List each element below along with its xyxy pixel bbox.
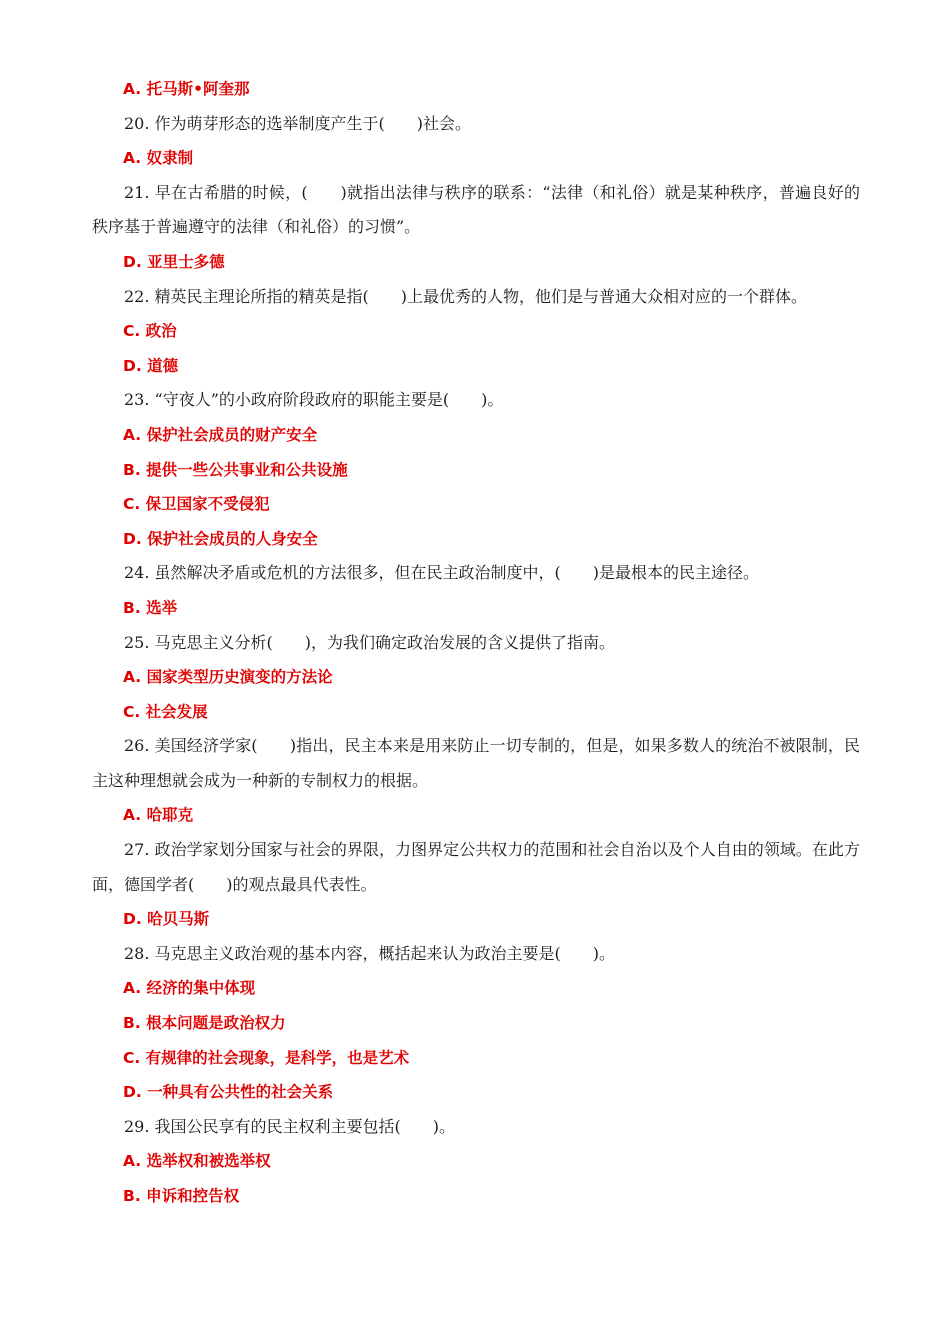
answer-line: A. 哈耶克 [123,806,194,825]
answer-line: D. 一种具有公共性的社会关系 [123,1083,334,1102]
answer-line: C. 保卫国家不受侵犯 [123,495,270,514]
answer-line: B. 提供一些公共事业和公共设施 [123,460,348,479]
answer-line: C. 社会发展 [123,702,208,721]
answer-line: A. 托马斯•阿奎那 [123,80,250,98]
answer-line: C. 政治 [123,322,177,341]
answer-line: A. 选举权和被选举权 [123,1152,271,1171]
question-line: 21. 早在古希腊的时候，( )就指出法律与秩序的联系：“法律（和礼俗）就是某种秩序，普遍良好的秩序基于普遍遵守的法律（和礼俗）的习惯”。 [92,182,860,237]
question-line: 25. 马克思主义分析( )，为我们确定政治发展的含义提供了指南。 [124,632,616,652]
answer-line: D. 哈贝马斯 [123,910,210,929]
question-line: 27. 政治学家划分国家与社会的界限，力图界定公共权力的范围和社会自治以及个人自由的领域。在此方面，德国学者( )的观点最具代表性。 [92,840,860,894]
question-line: 29. 我国公民享有的民主权利主要包括( )。 [124,1116,456,1136]
answer-line: A. 经济的集中体现 [123,979,256,998]
answer-line: A. 国家类型历史演变的方法论 [123,668,333,687]
answer-line: B. 根本问题是政治权力 [123,1014,286,1033]
answer-line: D. 亚里士多德 [123,252,225,271]
answer-line: C. 有规律的社会现象，是科学，也是艺术 [123,1048,410,1067]
answer-line: A. 保护社会成员的财产安全 [123,425,318,444]
answer-line: D. 保护社会成员的人身安全 [123,529,318,548]
question-line: 28. 马克思主义政治观的基本内容，概括起来认为政治主要是( )。 [124,943,616,963]
question-line: 22. 精英民主理论所指的精英是指( )上最优秀的人物，他们是与普通大众相对应的一个群体。 [124,286,808,306]
answer-line: A. 奴隶制 [123,149,194,168]
question-line: 26. 美国经济学家( )指出，民主本来是用来防止一切专制的，但是，如果多数人的统治不被限制，民主这种理想就会成为一种新的专制权力的根据。 [92,736,860,790]
question-line: 23. “守夜人”的小政府阶段政府的职能主要是( )。 [124,390,504,410]
question-line: 20. 作为萌芽形态的选举制度产生于( )社会。 [124,113,472,133]
answer-line: D. 道德 [123,356,179,375]
answer-line: B. 申诉和控告权 [123,1187,240,1205]
document-page [92,72,860,1214]
question-line: 24. 虽然解决矛盾或危机的方法很多，但在民主政治制度中，( )是最根本的民主途径。 [124,563,760,583]
answer-line: B. 选举 [123,598,178,617]
